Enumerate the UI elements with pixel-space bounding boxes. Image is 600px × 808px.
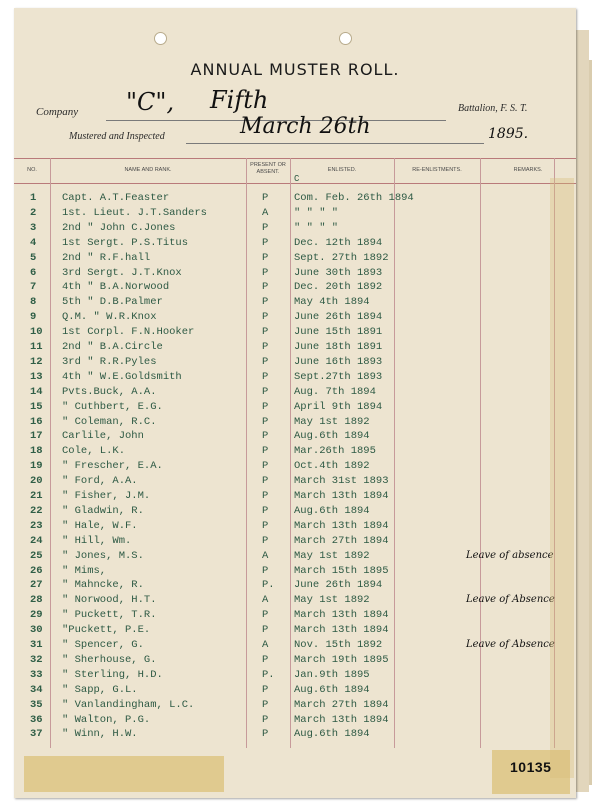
row-present: P: [262, 311, 269, 324]
row-enlisted: Aug.6th 1894: [294, 728, 370, 741]
row-number: 16: [30, 415, 43, 428]
row-enlisted: March 15th 1895: [294, 564, 389, 577]
row-number: 34: [30, 683, 43, 696]
row-present: P: [262, 460, 269, 473]
row-number: 29: [30, 609, 43, 622]
row-name: 1st Corpl. F.N.Hooker: [62, 326, 195, 339]
row-enlisted: March 13th 1894: [294, 624, 389, 637]
tape-strip-side: [550, 178, 574, 778]
table-row: [14, 371, 576, 385]
document-number: 10135: [510, 759, 552, 775]
row-name: Capt. A.T.Feaster: [62, 192, 170, 204]
table-row: [14, 609, 576, 623]
row-name: " Walton, P.G.: [62, 713, 151, 726]
table-row: [14, 267, 576, 281]
row-enlisted: June 18th 1891: [294, 341, 383, 353]
row-name: 3rd Sergt. J.T.Knox: [62, 266, 182, 279]
table-row: [14, 281, 576, 295]
table-row: [14, 222, 576, 236]
row-enlisted: June 16th 1893: [294, 355, 383, 368]
row-enlisted: March 31st 1893: [294, 475, 389, 488]
row-present: P: [262, 355, 269, 368]
row-present: P: [262, 534, 269, 547]
row-name: "Puckett, P.E.: [62, 624, 151, 637]
table-row: [14, 550, 576, 564]
row-enlisted: " " " ": [294, 206, 339, 219]
row-present: P: [262, 430, 269, 443]
mustered-label: Mustered and Inspected: [69, 131, 165, 142]
row-name: " Puckett, T.R.: [62, 609, 157, 622]
row-number: 10: [30, 326, 43, 339]
row-enlisted: Sept.27th 1893: [294, 370, 383, 383]
row-enlisted: Jan.9th 1895: [294, 668, 370, 681]
table-row: [14, 386, 576, 400]
row-number: 26: [30, 564, 43, 577]
table-row: [14, 505, 576, 519]
row-number: 23: [30, 519, 43, 532]
row-present: P: [262, 341, 269, 353]
table-row: [14, 430, 576, 444]
row-enlisted: March 13th 1894: [294, 609, 389, 622]
row-enlisted: June 15th 1891: [294, 326, 383, 339]
punch-hole-right: [339, 32, 352, 45]
row-present: P: [262, 713, 269, 726]
row-name: " Norwood, H.T.: [62, 594, 157, 607]
row-number: 1: [30, 192, 37, 204]
table-row: [14, 326, 576, 340]
company-label: Company: [36, 106, 79, 118]
row-number: 15: [30, 400, 43, 413]
row-name: 2nd " R.F.hall: [62, 251, 151, 264]
col-name: NAME AND RANK.: [124, 167, 172, 173]
row-present: P: [262, 385, 269, 398]
row-name: " Coleman, R.C.: [62, 415, 157, 428]
col-enlisted: ENLISTED.: [327, 167, 357, 173]
row-number: 31: [30, 639, 43, 651]
row-enlisted: " " " ": [294, 221, 339, 234]
row-name: " Sapp, G.L.: [62, 683, 138, 696]
row-number: 8: [30, 296, 37, 309]
row-present: A: [262, 206, 269, 219]
row-present: P: [262, 326, 269, 339]
row-number: 2: [30, 206, 37, 219]
row-number: 18: [30, 445, 43, 458]
row-present: P.: [262, 668, 275, 681]
row-present: P.: [262, 579, 275, 592]
row-present: P: [262, 504, 269, 517]
row-number: 17: [30, 430, 43, 443]
row-number: 30: [30, 624, 43, 637]
row-name: 2nd " B.A.Circle: [62, 341, 163, 353]
col-reenlist: RE-ENLISTMENTS.: [412, 167, 462, 173]
row-present: P: [262, 564, 269, 577]
row-number: 14: [30, 385, 43, 398]
row-enlisted: May 4th 1894: [294, 296, 370, 309]
row-present: P: [262, 221, 269, 234]
table-row: [14, 237, 576, 251]
table-row: [14, 475, 576, 489]
row-number: 4: [30, 236, 37, 249]
table-row: [14, 594, 576, 608]
row-name: " Frescher, E.A.: [62, 460, 163, 473]
table-row: [14, 460, 576, 474]
row-name: 4th " B.A.Norwood: [62, 281, 170, 294]
row-enlisted: March 13th 1894: [294, 490, 389, 502]
row-name: Cole, L.K.: [62, 445, 126, 458]
row-present: P: [262, 683, 269, 696]
row-name: " Ford, A.A.: [62, 475, 138, 488]
row-remark: Leave of Absence: [466, 639, 555, 650]
row-enlisted: March 19th 1895: [294, 653, 389, 666]
muster-roll-sheet: [14, 8, 576, 798]
row-enlisted: Oct.4th 1892: [294, 460, 370, 473]
row-number: 37: [30, 728, 43, 741]
col-present: PRESENT OR ABSENT.: [250, 162, 286, 175]
table-row: [14, 490, 576, 504]
table-row: [14, 445, 576, 459]
battalion-value: Fifth: [210, 86, 269, 114]
mustered-date: March 26th: [240, 114, 371, 139]
row-enlisted: May 1st 1892: [294, 594, 370, 607]
table-row: [14, 401, 576, 415]
row-name: 1st Sergt. P.S.Titus: [62, 236, 189, 249]
row-present: P: [262, 698, 269, 711]
row-number: 19: [30, 460, 43, 473]
mustered-underline: [186, 143, 484, 144]
row-name: 1st. Lieut. J.T.Sanders: [62, 206, 207, 219]
row-name: " Vanlandingham, L.C.: [62, 698, 195, 711]
table-row: [14, 684, 576, 698]
row-present: P: [262, 519, 269, 532]
row-enlisted: Com. Feb. 26th 1894: [294, 192, 414, 204]
row-enlisted: Aug.6th 1894: [294, 683, 370, 696]
row-enlisted: April 9th 1894: [294, 400, 383, 413]
row-remark: Leave of Absence: [466, 594, 555, 606]
row-name: " Jones, M.S.: [62, 549, 144, 562]
row-number: 20: [30, 475, 43, 488]
row-number: 11: [30, 341, 43, 353]
row-number: 9: [30, 311, 37, 324]
row-name: " Cuthbert, E.G.: [62, 400, 163, 413]
table-row: [14, 669, 576, 683]
table-row: [14, 535, 576, 549]
row-present: P: [262, 400, 269, 413]
row-enlisted: June 30th 1893: [294, 266, 383, 279]
row-present: A: [262, 594, 269, 607]
table-row: [14, 296, 576, 310]
table-row: [14, 624, 576, 638]
table-row: [14, 565, 576, 579]
row-present: P: [262, 728, 269, 741]
row-present: P: [262, 609, 269, 622]
row-number: 22: [30, 504, 43, 517]
col-no: NO.: [27, 167, 37, 173]
row-name: " Mims,: [62, 564, 107, 577]
table-row: [14, 416, 576, 430]
row-enlisted: March 13th 1894: [294, 713, 389, 726]
row-present: P: [262, 296, 269, 309]
row-enlisted: March 27th 1894: [294, 698, 389, 711]
row-name: " Sherhouse, G.: [62, 653, 157, 666]
page-title: ANNUAL MUSTER ROLL.: [190, 60, 400, 79]
row-number: 7: [30, 281, 37, 294]
row-name: " Spencer, G.: [62, 639, 144, 651]
row-present: P: [262, 624, 269, 637]
row-number: 21: [30, 490, 43, 502]
row-enlisted: Dec. 12th 1894: [294, 236, 383, 249]
row-remark: Leave of absence: [466, 549, 554, 561]
row-enlisted: May 1st 1892: [294, 549, 370, 562]
row-present: P: [262, 236, 269, 249]
row-name: " Hill, Wm.: [62, 534, 132, 547]
row-present: P: [262, 370, 269, 383]
table-row: [14, 207, 576, 221]
row-number: 32: [30, 653, 43, 666]
row-name: 5th " D.B.Palmer: [62, 296, 163, 309]
row-enlisted: Aug. 7th 1894: [294, 385, 376, 398]
row-number: 25: [30, 549, 43, 562]
table-row: [14, 341, 576, 355]
table-row: [14, 520, 576, 534]
row-present: P: [262, 266, 269, 279]
row-present: P: [262, 475, 269, 488]
row-enlisted: Mar.26th 1895: [294, 445, 376, 458]
tape-strip: [24, 756, 224, 792]
row-present: A: [262, 639, 269, 651]
row-enlisted: March 27th 1894: [294, 534, 389, 547]
company-value: "C",: [126, 88, 175, 116]
table-row: [14, 654, 576, 668]
row-enlisted: Dec. 20th 1892: [294, 281, 383, 294]
row-number: 36: [30, 713, 43, 726]
row-name: Carlile, John: [62, 430, 144, 443]
table-row: [14, 714, 576, 728]
row-number: 35: [30, 698, 43, 711]
row-enlisted: Aug.6th 1894: [294, 504, 370, 517]
row-enlisted: June 26th 1894: [294, 311, 383, 324]
row-present: A: [262, 549, 269, 562]
row-number: 3: [30, 221, 37, 234]
battalion-label: Battalion, F. S. T.: [458, 103, 528, 114]
row-enlisted: Aug.6th 1894: [294, 430, 370, 443]
muster-year: 1895.: [488, 126, 529, 142]
table-row: [14, 579, 576, 593]
row-enlisted: May 1st 1892: [294, 415, 370, 428]
row-name: " Hale, W.F.: [62, 519, 138, 532]
row-enlisted: Nov. 15th 1892: [294, 639, 383, 651]
enlisted-top-mark: C: [294, 174, 300, 184]
punch-hole-left: [154, 32, 167, 45]
row-name: 4th " W.E.Goldsmith: [62, 370, 182, 383]
row-number: 28: [30, 594, 43, 607]
row-present: P: [262, 415, 269, 428]
row-enlisted: March 13th 1894: [294, 519, 389, 532]
table-row: [14, 699, 576, 713]
row-name: " Sterling, H.D.: [62, 668, 163, 681]
table-row: [14, 311, 576, 325]
row-present: P: [262, 653, 269, 666]
row-number: 27: [30, 579, 43, 592]
row-present: P: [262, 281, 269, 294]
row-number: 33: [30, 668, 43, 681]
row-enlisted: June 26th 1894: [294, 579, 383, 592]
row-present: P: [262, 192, 269, 204]
row-number: 5: [30, 251, 37, 264]
row-number: 12: [30, 355, 43, 368]
row-number: 24: [30, 534, 43, 547]
row-name: " Mahncke, R.: [62, 579, 144, 592]
col-remarks: REMARKS.: [513, 167, 543, 173]
row-number: 6: [30, 266, 37, 279]
row-name: " Fisher, J.M.: [62, 490, 151, 502]
table-row: [14, 192, 576, 206]
row-enlisted: Sept. 27th 1892: [294, 251, 389, 264]
table-row: [14, 639, 576, 653]
row-number: 13: [30, 370, 43, 383]
table-row: [14, 356, 576, 370]
row-name: 3rd " R.R.Pyles: [62, 355, 157, 368]
table-row: [14, 252, 576, 266]
table-row: [14, 728, 576, 742]
row-name: Pvts.Buck, A.A.: [62, 385, 157, 398]
row-present: P: [262, 490, 269, 502]
row-name: 2nd " John C.Jones: [62, 221, 176, 234]
row-name: Q.M. " W.R.Knox: [62, 311, 157, 324]
row-present: P: [262, 445, 269, 458]
row-present: P: [262, 251, 269, 264]
row-name: " Gladwin, R.: [62, 504, 144, 517]
row-name: " Winn, H.W.: [62, 728, 138, 741]
